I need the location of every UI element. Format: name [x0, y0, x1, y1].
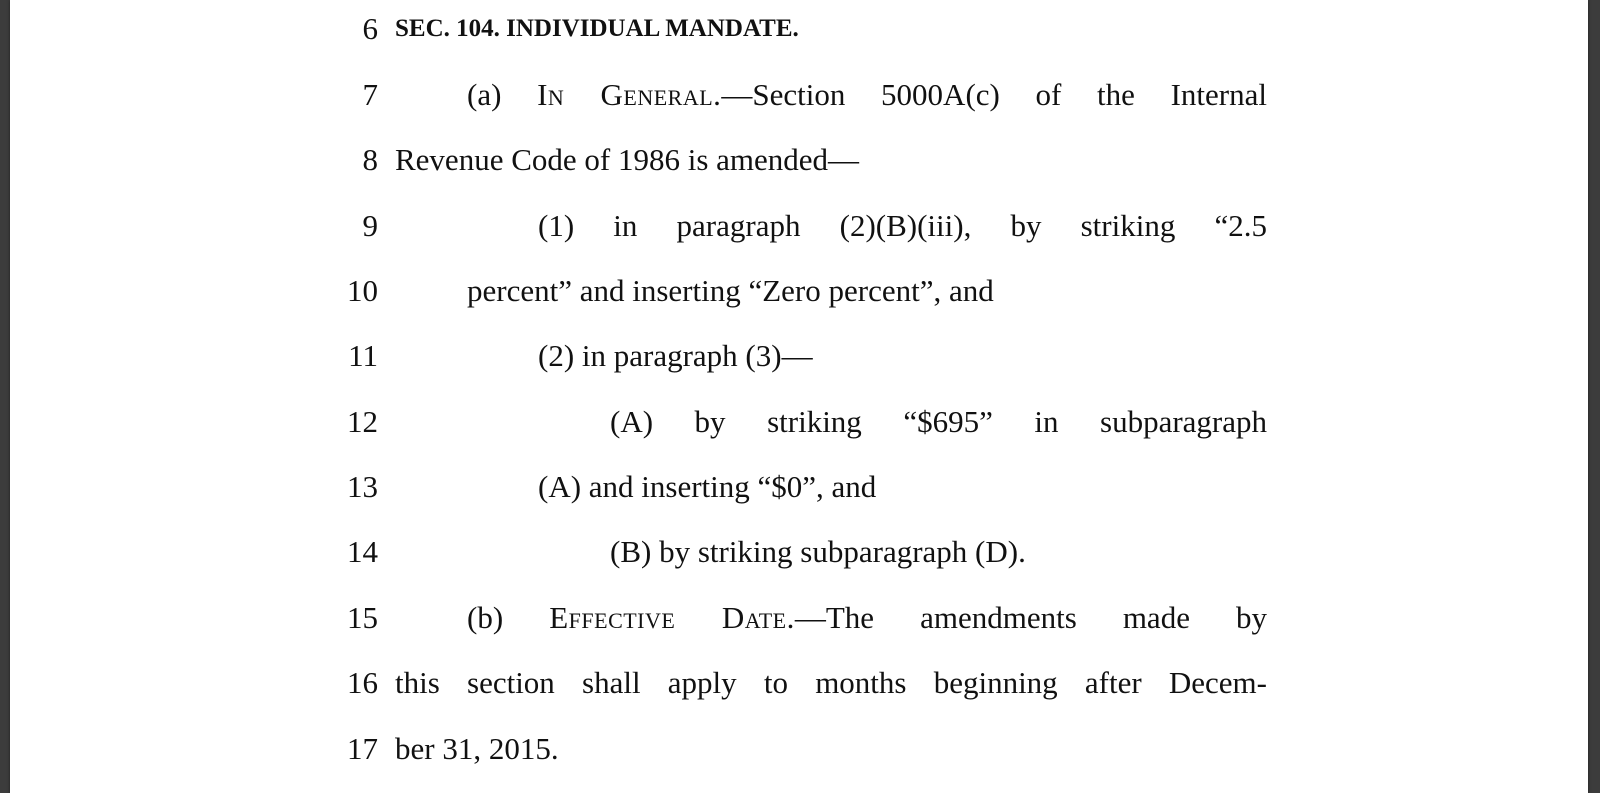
bill-line — [10, 650, 1588, 716]
subsection-text: —The amendments made by — [794, 600, 1268, 635]
line-number: 7 — [362, 77, 378, 112]
subsection-caption: In General. — [537, 77, 722, 112]
line-text: (1) in paragraph (2)(B)(iii), by striking “2.5 — [538, 208, 1267, 243]
line-number: 17 — [347, 731, 378, 766]
line-text: ber 31, 2015. — [395, 731, 559, 766]
subsection-caption: Effective Date. — [549, 600, 795, 635]
bill-line — [10, 62, 1588, 128]
line-text: (B) by striking subparagraph (D). — [610, 534, 1026, 569]
bill-line — [10, 258, 1588, 324]
line-text — [467, 62, 1267, 128]
bill-line — [10, 323, 1588, 389]
line-number: 14 — [347, 534, 378, 569]
line-number: 9 — [362, 208, 378, 243]
bill-line — [10, 127, 1588, 193]
line-number: 6 — [362, 11, 378, 46]
line-text: (A) and inserting “$0”, and — [538, 469, 877, 504]
bill-line — [10, 0, 1588, 62]
document-page — [10, 0, 1588, 793]
subsection-enum: (b) — [467, 600, 504, 635]
subsection-enum: (a) — [467, 77, 502, 112]
line-number: 8 — [362, 142, 378, 177]
line-text: (2) in paragraph (3)— — [538, 338, 813, 373]
bill-line — [10, 519, 1588, 585]
section-heading: SEC. 104. INDIVIDUAL MANDATE. — [395, 15, 799, 42]
bill-line — [10, 389, 1588, 455]
line-number: 16 — [347, 665, 378, 700]
bill-line — [10, 193, 1588, 259]
line-text: (A) by striking “$695” in subparagraph — [610, 404, 1267, 439]
line-text: percent” and inserting “Zero percent”, and — [467, 273, 994, 308]
line-number: 10 — [347, 273, 378, 308]
subsection-text: —Section 5000A(c) of the Internal — [721, 77, 1267, 112]
viewer-left-gutter — [0, 0, 10, 793]
line-number: 13 — [347, 469, 378, 504]
line-text: Revenue Code of 1986 is amended— — [395, 142, 860, 177]
bill-line — [10, 716, 1588, 782]
line-number: 12 — [347, 404, 378, 439]
line-number: 15 — [347, 600, 378, 635]
line-text: this section shall apply to months beginning after Decem- — [395, 665, 1267, 700]
bill-line — [10, 585, 1588, 651]
viewer-right-gutter — [1588, 0, 1600, 793]
line-text — [467, 585, 1267, 651]
line-number: 11 — [348, 338, 378, 373]
bill-line — [10, 454, 1588, 520]
